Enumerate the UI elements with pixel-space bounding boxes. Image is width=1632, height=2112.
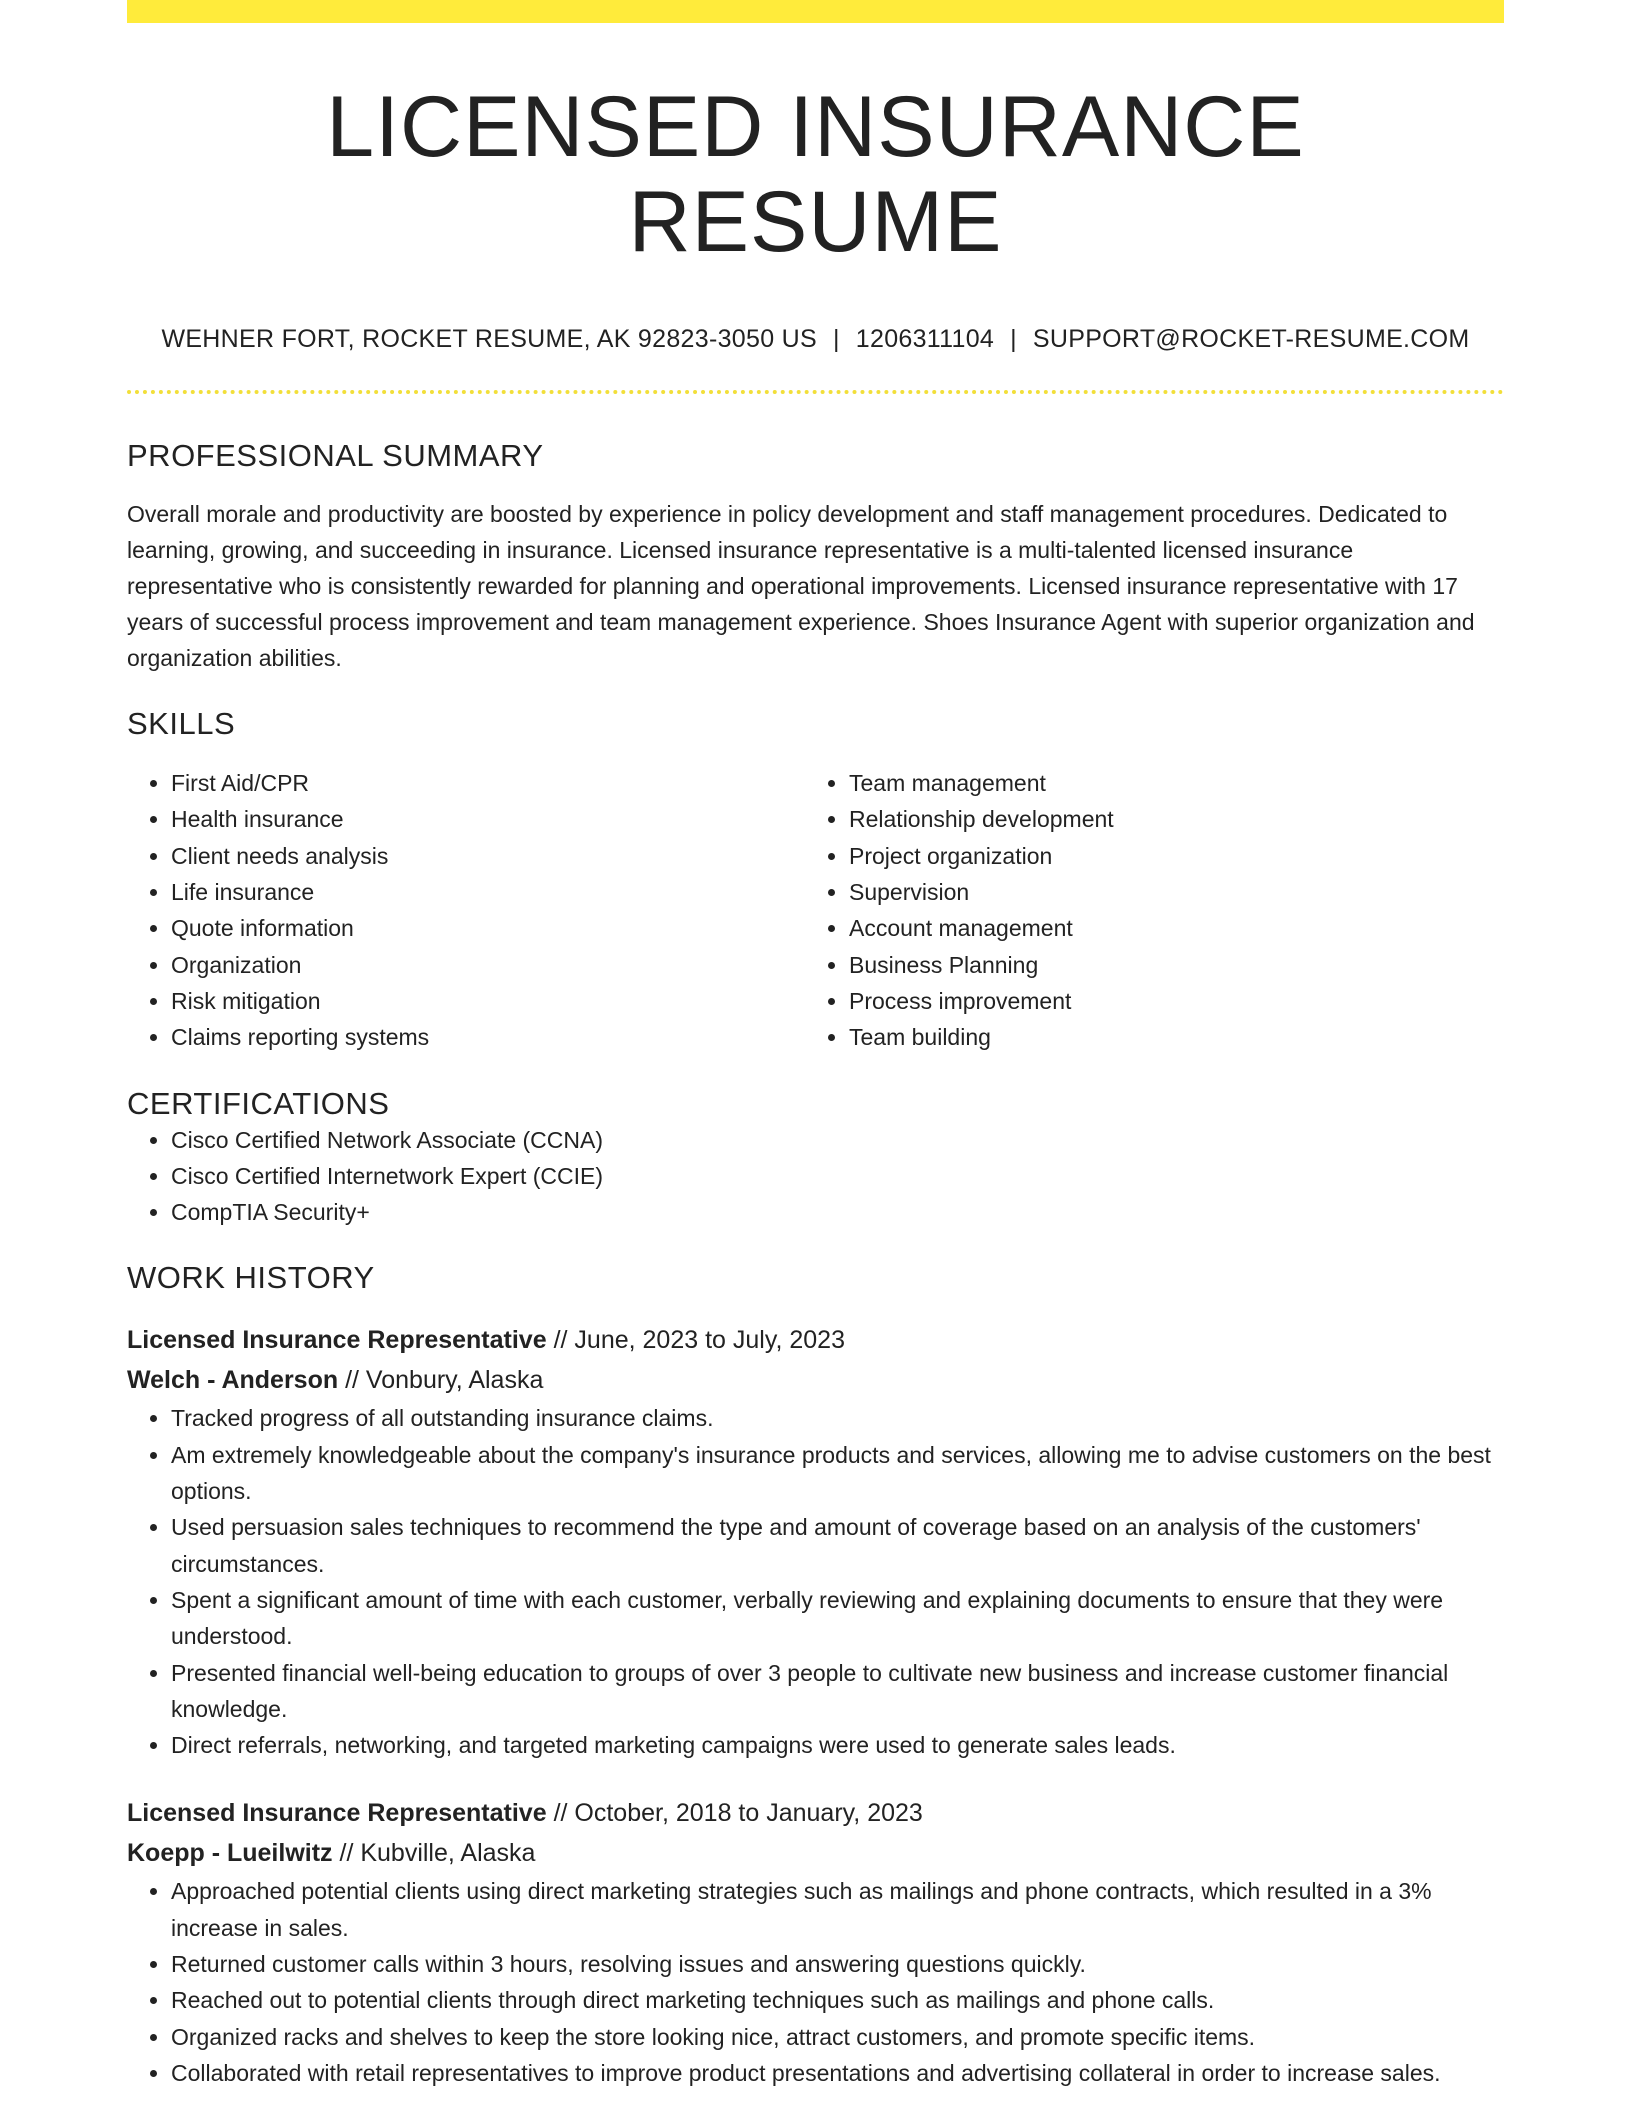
job-bullets xyxy=(127,1400,1504,1763)
skill-item: • Supervision xyxy=(849,874,1483,910)
job-bullet: • Direct referrals, networking, and targeted marketing campaigns were used to generate sales leads. xyxy=(171,1727,1504,1763)
skill-item: • Risk mitigation xyxy=(171,983,805,1019)
skill-item: • Process improvement xyxy=(849,983,1483,1019)
certifications-list xyxy=(127,1122,1504,1231)
skill-item: • Team management xyxy=(849,765,1483,801)
job-bullet: • Am extremely knowledgeable about the company's insurance products and services, allowing me to advise customers on the best options. xyxy=(171,1437,1504,1510)
job-dates: // June, 2023 to July, 2023 xyxy=(553,1326,845,1355)
job-bullet: • Spent a significant amount of time with each customer, verbally reviewing and explaining documents to ensure that they were understood. xyxy=(171,1582,1504,1655)
skill-item: • Health insurance xyxy=(171,801,805,837)
job-location: // Kubville, Alaska xyxy=(339,1839,536,1868)
job-dates: // October, 2018 to January, 2023 xyxy=(553,1799,923,1828)
accent-bar xyxy=(127,0,1504,23)
contact-separator: | xyxy=(832,325,840,354)
job-bullet: • Approached potential clients using direct marketing strategies such as mailings and phone contracts, which resulted in a 3% increase in sales. xyxy=(171,1873,1504,1946)
job-bullet: • Organized racks and shelves to keep the store looking nice, attract customers, and promote specific items. xyxy=(171,2019,1504,2055)
contact-phone[interactable]: 1206311104 xyxy=(855,325,995,354)
job-bullet: • Tracked progress of all outstanding insurance claims. xyxy=(171,1400,1504,1436)
skill-item: • Life insurance xyxy=(171,874,805,910)
job-company: Welch - Anderson xyxy=(127,1366,339,1395)
job-bullet: • Returned customer calls within 3 hours, resolving issues and answering questions quickly. xyxy=(171,1946,1504,1982)
skill-item: • Team building xyxy=(849,1019,1483,1055)
summary-heading: PROFESSIONAL SUMMARY xyxy=(127,438,544,474)
skill-item: • Quote information xyxy=(171,910,805,946)
contact-line xyxy=(127,325,1504,354)
job-location: // Vonbury, Alaska xyxy=(345,1366,544,1395)
job-entry xyxy=(127,1320,1504,1763)
dotted-divider xyxy=(127,390,1504,394)
job-title-line xyxy=(127,1793,1504,1833)
skills-list-left xyxy=(127,765,805,1055)
skill-item: • Account management xyxy=(849,910,1483,946)
certifications-heading: CERTIFICATIONS xyxy=(127,1085,390,1121)
contact-email[interactable]: SUPPORT@ROCKET-RESUME.COM xyxy=(1032,325,1470,354)
job-title-line xyxy=(127,1320,1504,1360)
skills-heading: SKILLS xyxy=(127,706,236,742)
contact-separator: | xyxy=(1010,325,1017,354)
certification-item: • Cisco Certified Internetwork Expert (CCIE) xyxy=(171,1158,1504,1194)
skills-list-right xyxy=(805,765,1483,1055)
job-title: Licensed Insurance Representative xyxy=(127,1799,547,1828)
job-bullets xyxy=(127,1873,1504,2091)
skill-item: • Relationship development xyxy=(849,801,1483,837)
resume-page xyxy=(127,0,1504,2091)
job-company-line xyxy=(127,1833,1504,1873)
summary-text: Overall morale and productivity are boosted by experience in policy development and staff management procedures. Dedicated to learning, growing, and succeeding in insurance. Licensed insurance representative is a multi-talented licensed insurance representative who is consistently rewarded for planning and operational improvements. Licensed insurance representative with 17 years of successful process improvement and team management experience. Shoes Insurance Agent with superior organization and organization abilities. xyxy=(127,501,1475,672)
skill-item: • Organization xyxy=(171,947,805,983)
job-bullet: • Used persuasion sales techniques to recommend the type and amount of coverage based on an analysis of the customers' circumstances. xyxy=(171,1509,1504,1582)
skill-item: • First Aid/CPR xyxy=(171,765,805,801)
job-entry xyxy=(127,1793,1504,2091)
skill-item: • Project organization xyxy=(849,838,1483,874)
skills-columns xyxy=(127,765,1504,1055)
work-history-heading: WORK HISTORY xyxy=(127,1260,375,1296)
job-bullet: • Collaborated with retail representatives to improve product presentations and advertising collateral in order to increase sales. xyxy=(171,2055,1504,2091)
skill-item: • Client needs analysis xyxy=(171,838,805,874)
job-bullet: • Reached out to potential clients through direct marketing techniques such as mailings and phone calls. xyxy=(171,1982,1504,2018)
certification-item: • CompTIA Security+ xyxy=(171,1194,1504,1230)
job-bullet: • Presented financial well-being education to groups of over 3 people to cultivate new business and increase customer financial knowledge. xyxy=(171,1655,1504,1728)
skill-item: • Business Planning xyxy=(849,947,1483,983)
job-title: Licensed Insurance Representative xyxy=(127,1326,547,1355)
certification-item: • Cisco Certified Network Associate (CCNA) xyxy=(171,1122,1504,1158)
job-company-line xyxy=(127,1360,1504,1400)
job-company: Koepp - Lueilwitz xyxy=(127,1839,333,1868)
contact-address: WEHNER FORT, ROCKET RESUME, AK 92823-3050 US xyxy=(161,325,817,354)
resume-title: LICENSED INSURANCE RESUME xyxy=(326,79,1305,270)
skill-item: • Claims reporting systems xyxy=(171,1019,805,1055)
skills-left-column xyxy=(127,765,805,1055)
skills-right-column xyxy=(805,765,1483,1055)
